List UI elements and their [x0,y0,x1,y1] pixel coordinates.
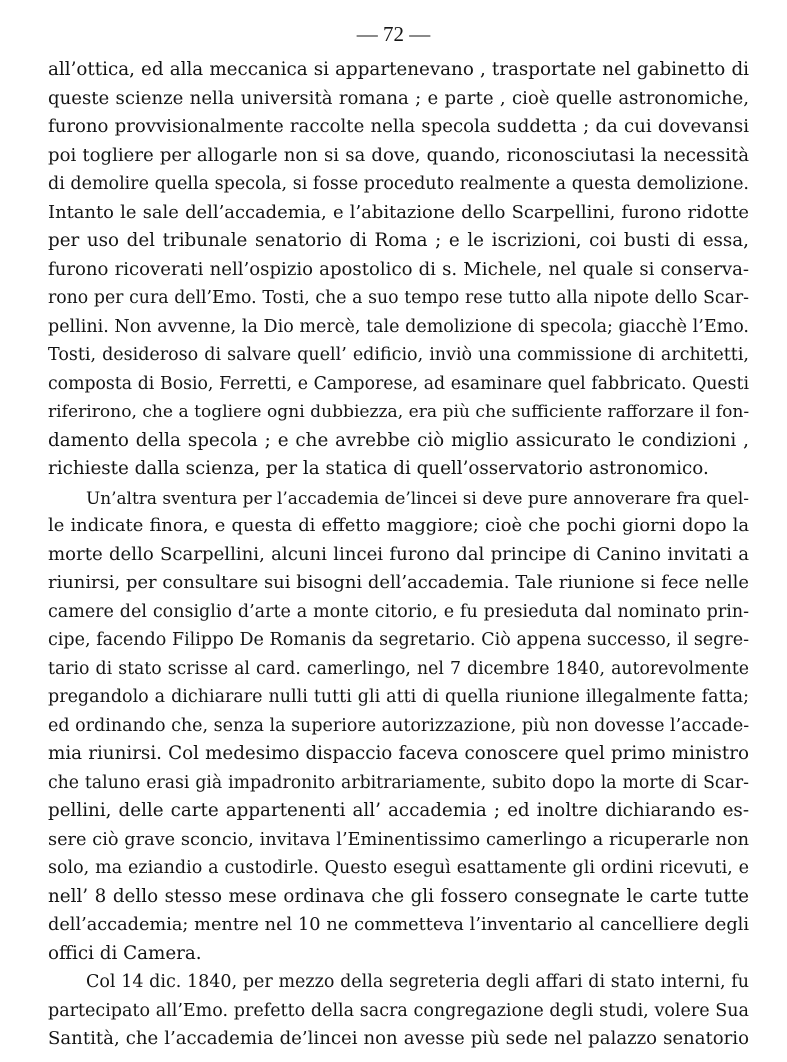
text-line: pellini, delle carte appartenenti all’ accademia ; ed inoltre dichiarando es- [48,800,749,821]
text-line: mia riunirsi. Col medesimo dispaccio faceva conoscere quel primo ministro [48,743,749,764]
text-line: pregandolo a dichiarare nulli tutti gli atti di quella riunione illegalmente fatta; [48,687,749,707]
text-line: Tosti, desideroso di salvare quell’ edificio, inviò una commissione di architetti, [48,345,749,365]
text-line: ed ordinando che, senza la superiore autorizzazione, più non dovesse l’accade- [48,715,750,736]
text-line: furono ricoverati nell’ospizio apostolico di s. Michele, nel quale si conserva- [48,258,749,280]
text-line: riferirono, che a togliere ogni dubbiezza, era più che sufficiente rafforzare il fon- [48,402,750,422]
body-text [48,56,749,1054]
text-line: furono provvisionalmente raccolte nella specola suddetta ; da cui dovevansi [48,116,749,137]
page-number: — 72 — [356,22,431,46]
text-line: solo, ma eziandio a custodirle. Questo eseguì esattamente gli ordini ricevuti, e [48,858,749,878]
text-line: damento della specola ; e che avrebbe ciò miglio assicurato le condizioni , [48,429,749,451]
text-line: le indicate finora, e questa di effetto maggiore; cioè che pochi giorni dopo la [48,515,749,536]
text-line: rono per cura dell’Emo. Tosti, che a suo tempo rese tutto alla nipote dello Scar- [48,288,749,308]
paragraph-end-line: offici di Camera. [48,942,202,964]
paragraph-end-line: richieste dalla scienza, per la statica di quell’osservatorio astronomico. [48,458,709,479]
text-line: tario di stato scrisse al card. camerlingo, nel 7 dicembre 1840, autorevolmente [48,658,749,679]
text-line: di demolire quella specola, si fosse proceduto realmente a questa demolizione. [48,174,749,194]
text-line: queste scienze nella università romana ; e parte , cioè quelle astronomiche, [48,87,749,109]
text-line: partecipato all’Emo. prefetto della sacra congregazione degli studi, volere Sua [48,1000,749,1021]
paragraph-start-line: Un’altra sventura per l’accademia de’lincei si deve pure annoverare fra quel- [86,487,749,508]
text-line: cipe, facendo Filippo De Romanis da segretario. Ciò appena successo, il segre- [48,630,749,650]
text-line: Santità, che l’accademia de’lincei non avesse più sede nel palazzo senatorio [48,1028,749,1049]
paragraph-start-line: Col 14 dic. 1840, per mezzo della segreteria degli affari di stato interni, fu [86,972,749,992]
text-line: dell’accademia; mentre nel 10 ne commetteva l’inventario al cancelliere degli [48,915,749,935]
text-line: che taluno erasi già impadronito arbitrariamente, subito dopo la morte di Scar- [48,772,749,793]
text-line: nell’ 8 dello stesso mese ordinava che gli fossero consegnate le carte tutte [48,885,749,907]
text-line: morte dello Scarpellini, alcuni lincei furono dal principe di Canino invitati a [48,543,749,565]
text-line: pellini. Non avvenne, la Dio mercè, tale demolizione di specola; giacchè l’Emo. [48,316,749,337]
text-line: all’ottica, ed alla meccanica si appartenevano , trasportate nel gabinetto di [48,59,749,80]
text-line: sere ciò grave sconcio, invitava l’Eminentissimo camerlingo a ricuperarle non [48,829,749,850]
text-line: composta di Bosio, Ferretti, e Camporese, ad esaminare quel fabbricato. Questi [48,373,749,394]
text-line: riunirsi, per consultare sui bisogni dell’accademia. Tale riunione si fece nelle [48,572,749,593]
text-line: per uso del tribunale senatorio di Roma ; e le iscrizioni, coi busti di essa, [48,230,749,251]
text-line: Intanto le sale dell’accademia, e l’abitazione dello Scarpellini, furono ridotte [48,201,749,223]
text-line: poi togliere per allogarle non si sa dove, quando, riconosciutasi la necessità [48,144,749,166]
text-line: camere del consiglio d’arte a monte citorio, e fu presieduta dal nominato prin- [48,601,749,622]
